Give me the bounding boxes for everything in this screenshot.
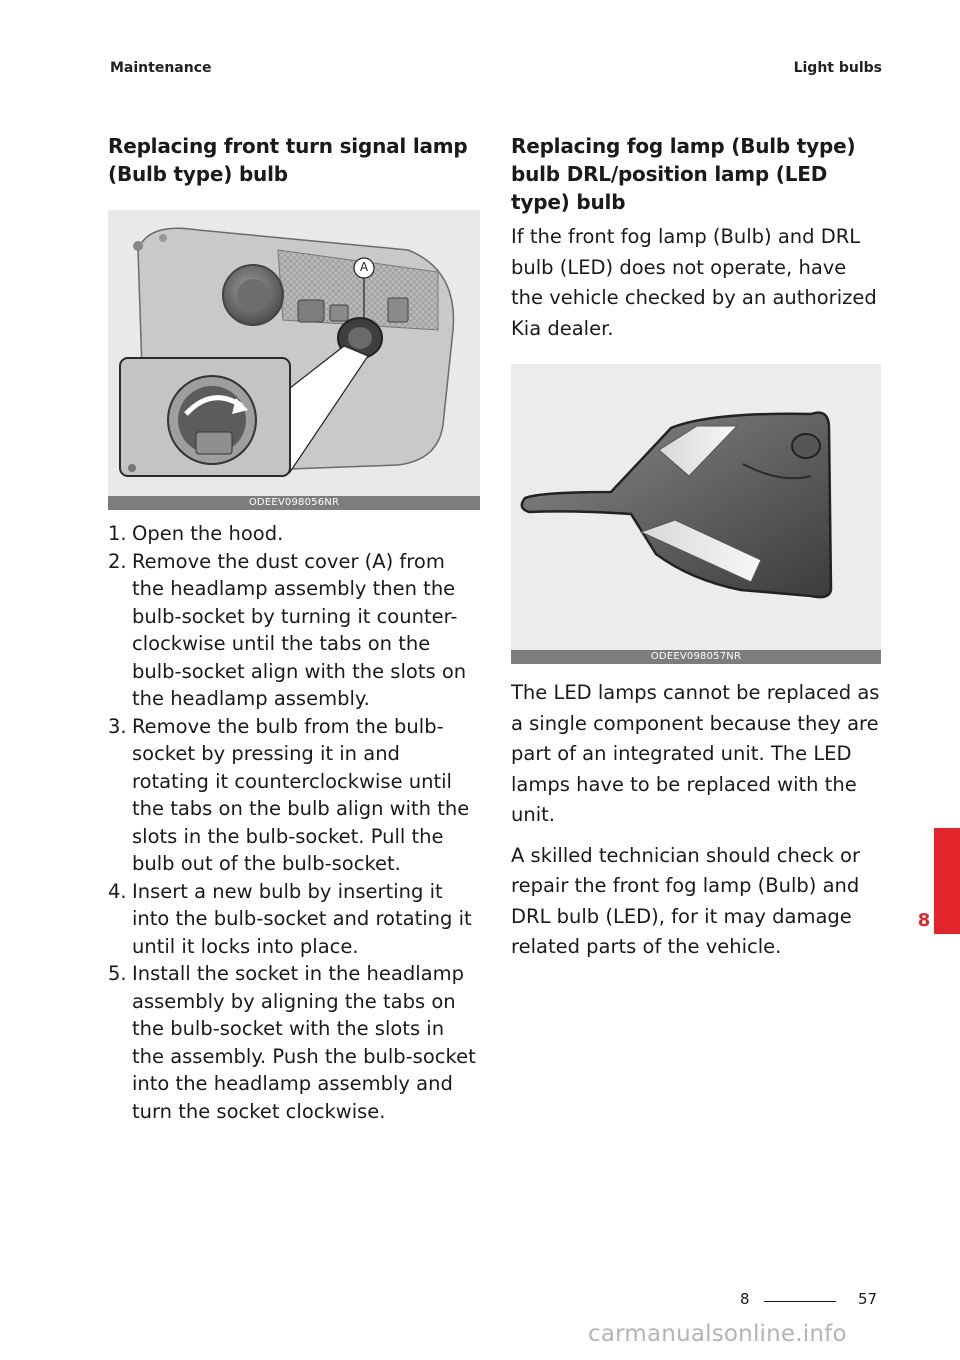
list-item: 5. Install the socket in the headlamp assembly by aligning the tabs on the bulb-socket with the slots in the assembly. Push the bulb-socket into the headlamp assembly and turn the socket clockwise. <box>108 962 476 1123</box>
steps-list <box>108 520 480 1125</box>
left-column <box>108 132 480 1125</box>
figure-code-left: ODEEV098056NR <box>108 496 480 510</box>
page-footer <box>740 1290 890 1310</box>
fog-lamp-section-title: Replacing fog lamp (Bulb type) bulb DRL/position lamp (LED type) bulb <box>511 134 856 214</box>
right-column <box>511 132 883 963</box>
page-number: 57 <box>858 1290 878 1308</box>
fog-lamp-intro: If the front fog lamp (Bulb) and DRL bulb (LED) does not operate, have the vehicle checked by an authorized Kia dealer. <box>511 225 877 340</box>
headlamp-illustration <box>108 210 480 510</box>
fog-lamp-illustration <box>511 364 881 664</box>
footer-chapter: 8 <box>740 1290 750 1308</box>
list-item: 4. Insert a new bulb by inserting it into the bulb-socket and rotating it until it locks into place. <box>108 879 472 958</box>
chapter-tab <box>934 828 960 934</box>
list-item: 1. Open the hood. <box>108 522 284 545</box>
turn-signal-section-title: Replacing front turn signal lamp (Bulb type) bulb <box>108 134 468 186</box>
list-item: 2. Remove the dust cover (A) from the headlamp assembly then the bulb-socket by turning it counter-clockwise until the tabs on the bulb-socket align with the slots on the headlamp assembly. <box>108 549 467 710</box>
fog-lamp-figure <box>511 364 881 664</box>
footer-divider <box>764 1301 836 1302</box>
led-lamp-note: The LED lamps cannot be replaced as a single component because they are part of an integrated unit. The LED lamps have to be replaced with the unit. <box>511 681 880 826</box>
callout-label-a: A <box>359 260 369 274</box>
header-section: Maintenance <box>110 60 212 76</box>
watermark-text: carmanualsonline.info <box>588 1321 847 1347</box>
technician-note: A skilled technician should check or repair the front fog lamp (Bulb) and DRL bulb (LED), for it may damage related parts of the vehicle. <box>511 843 861 958</box>
header-topic: Light bulbs <box>793 60 882 76</box>
figure-code-right: ODEEV098057NR <box>511 650 881 664</box>
headlamp-figure <box>108 210 480 510</box>
chapter-tab-number: 8 <box>917 910 931 931</box>
list-item: 3. Remove the bulb from the bulb-socket by pressing it in and rotating it counterclockwise until the tabs on the bulb align with the slots in the bulb-socket. Pull the bulb out of the bulb-socket. <box>108 714 470 875</box>
